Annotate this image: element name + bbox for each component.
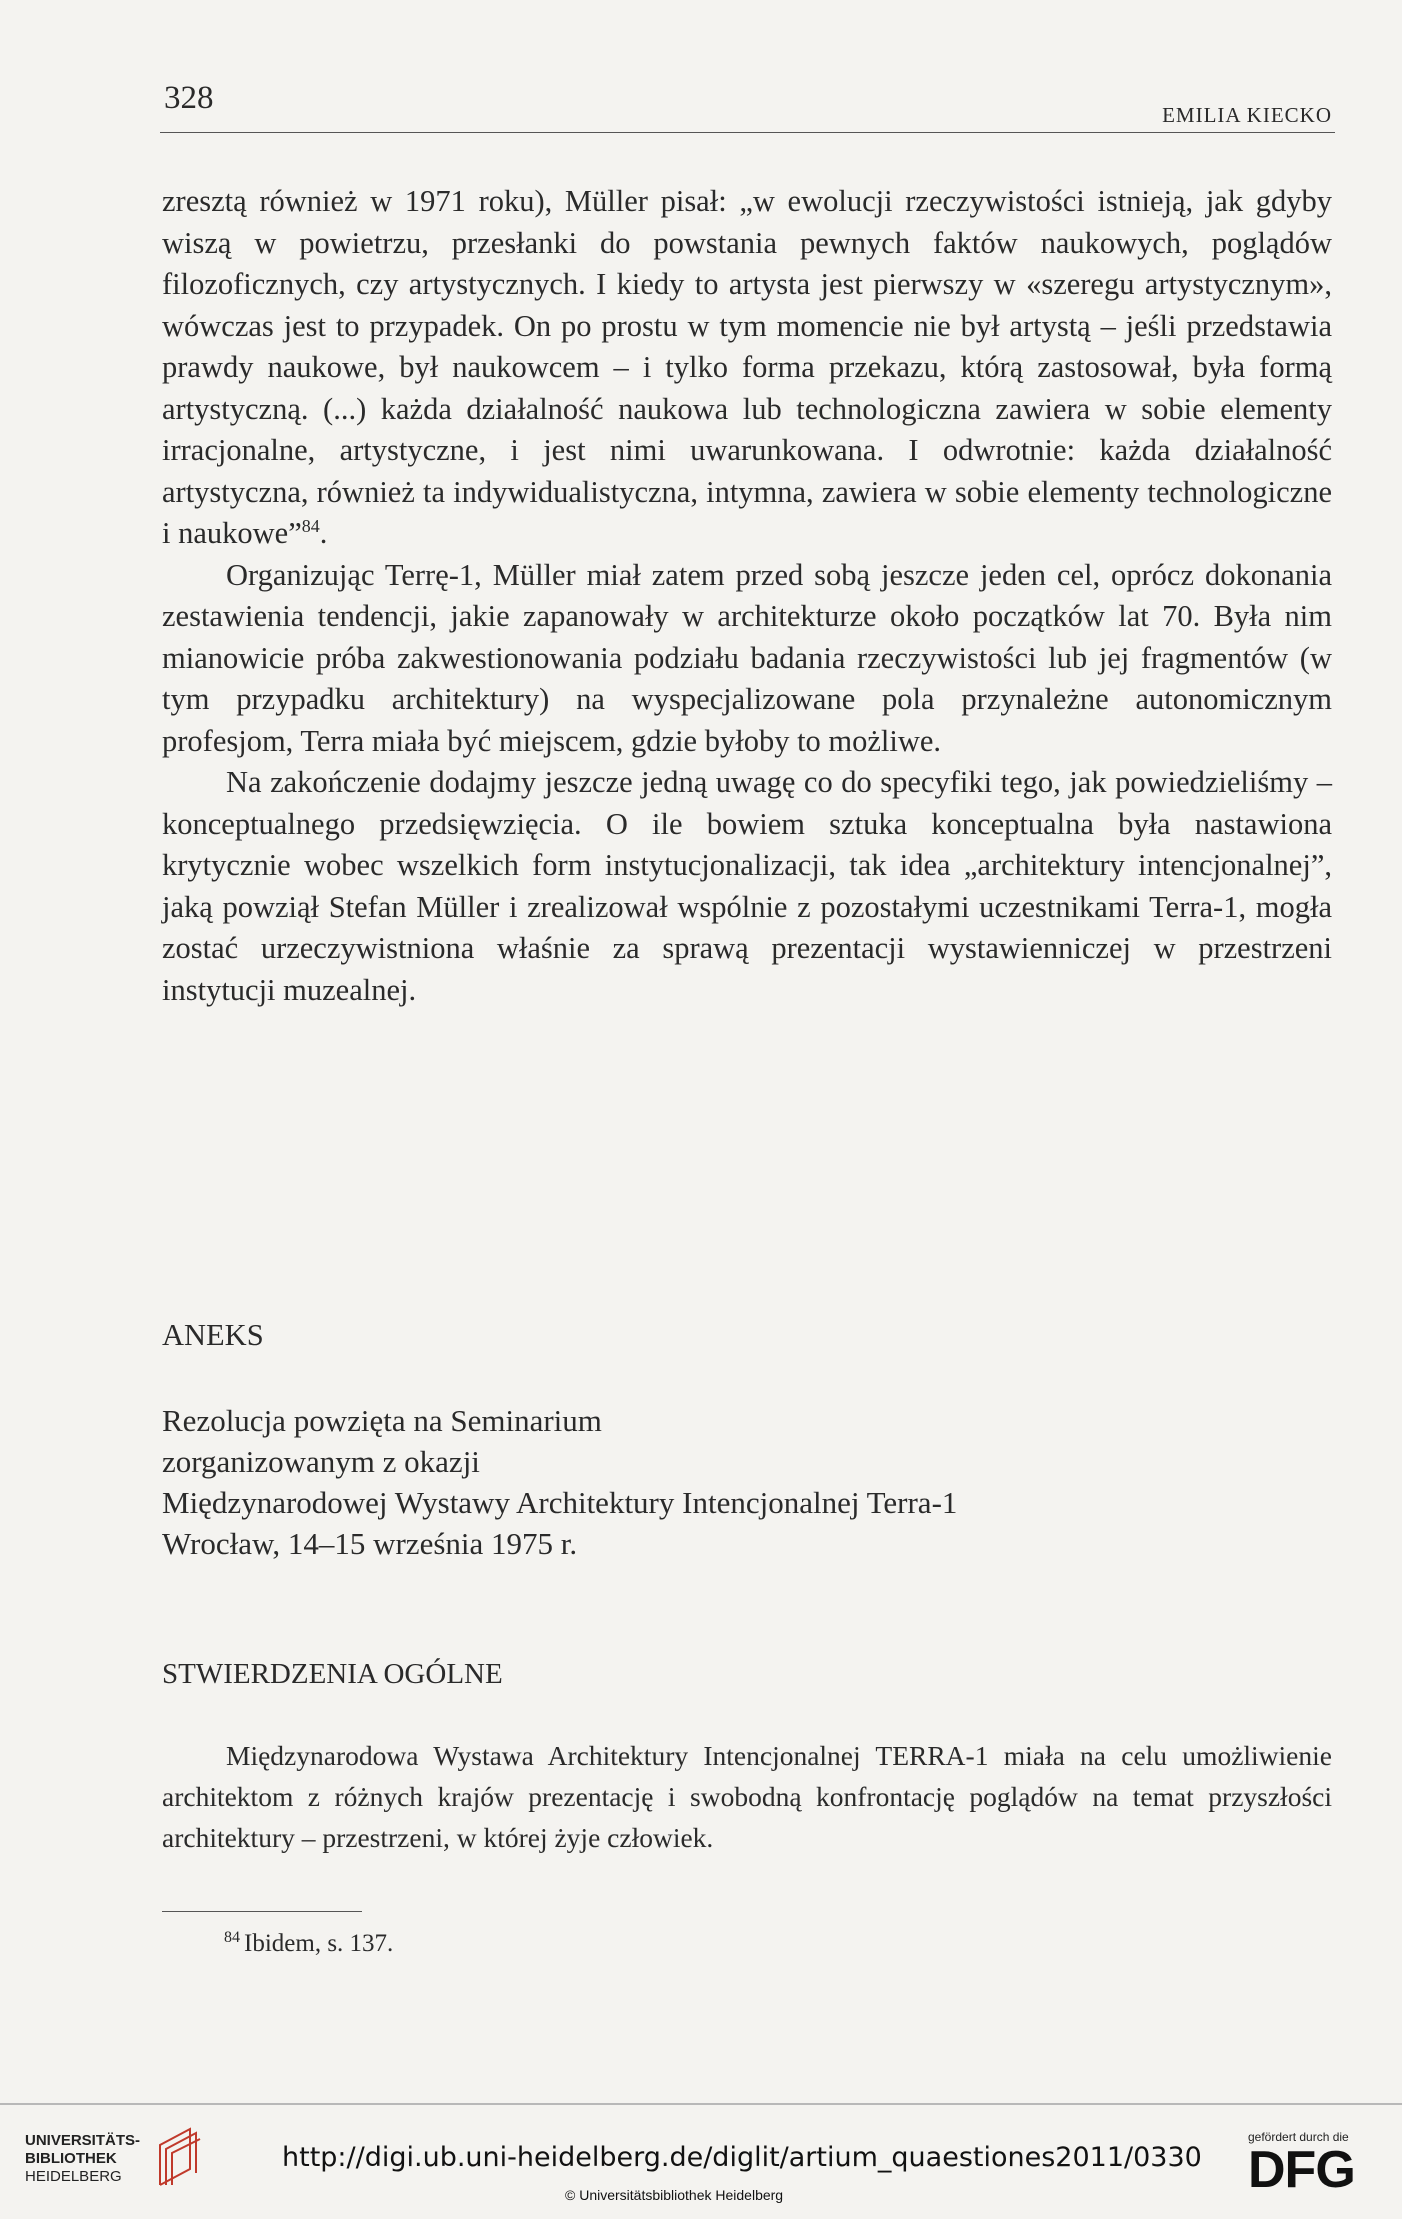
dfg-logo: DFG	[1248, 2141, 1355, 2199]
paragraph-2: Organizując Terrę-1, Müller miał zatem przed sobą jeszcze jeden cel, oprócz dokonania zestawienia tendencji, jakie zapanowały w architekturze około początków lat 70. Była nim mianowicie próba zakwestionowania podziału badania rzeczywistości lub jej fragmentów (w tym przypadku architektury) na wyspecjalizowane pola przynależne autonomicznym profesjom, Terra miała być miejscem, gdzie byłoby to możliwe.	[162, 557, 1332, 758]
header-rule	[160, 132, 1335, 133]
footnote-number: 84	[224, 1928, 240, 1946]
page-number: 328	[164, 80, 214, 116]
title-line: zorganizowanym z okazji	[162, 1444, 480, 1479]
footnote-ref[interactable]: 84	[301, 515, 320, 536]
annex-heading: ANEKS	[162, 1318, 264, 1352]
paragraph-3: Na zakończenie dodajmy jeszcze jedną uwagę co do specyfiki tego, jak powiedzieliśmy – konceptualnego przedsięwzięcia. O ile bowiem sztuka konceptualna była nastawiona krytycznie wobec wszelkich form instytucjonalizacji, tak idea „architektury intencjonalnej”, jaką powziął Stefan Müller i zrealizował wspólnie z pozostałymi uczestnikami Terra-1, mogła zostać urzeczywistniona właśnie za sprawą prezentacji wystawienniczej w przestrzeni instytucji muzealnej.	[162, 765, 1332, 1007]
title-line: Międzynarodowej Wystawy Architektury Intencjonalnej Terra-1	[162, 1485, 958, 1520]
body-text	[162, 181, 1332, 1011]
library-logo-text: UNIVERSITÄTS- BIBLIOTHEK HEIDELBERG	[25, 2132, 141, 2185]
section-text: Międzynarodowa Wystawa Architektury Intencjonalnej TERRA-1 miała na celu umożliwienie architektom z różnych krajów prezentację i swobodną konfrontację poglądów na temat przyszłości architektury – przestrzeni, w której żyje człowiek.	[162, 1740, 1332, 1853]
copyright: © Universitätsbibliothek Heidelberg	[565, 2187, 784, 2203]
permalink[interactable]: http://digi.ub.uni-heidelberg.de/diglit/artium_quaestiones2011/0330	[282, 2142, 1202, 2173]
footer-divider	[0, 2103, 1402, 2105]
section-heading: STWIERDZENIA OGÓLNE	[162, 1658, 503, 1690]
resolution-title	[162, 1400, 957, 1564]
funding-label: gefördert durch die	[1248, 2130, 1349, 2144]
footnote: $^{84}$ Ibidem, s. 137.	[224, 1928, 394, 1957]
title-line: Rezolucja powzięta na Seminarium	[162, 1403, 602, 1438]
footnote-rule	[162, 1911, 362, 1912]
title-line: Wrocław, 14–15 września 1975 r.	[162, 1526, 578, 1561]
paragraph-1: zresztą również w 1971 roku), Müller pisał: „w ewolucji rzeczywistości istnieją, jak gdyby wiszą w powietrzu, przesłanki do powstania pewnych faktów naukowych, poglądów filozoficznych, czy artystycznych. I kiedy to artysta jest pierwszy w «szeregu artystycznym», wówczas jest to przypadek. On po prostu w tym momencie nie był artystą – jeśli przedstawia prawdy naukowe, był naukowcem – i tylko forma przekazu, którą zastosował, była formą artystyczną. (...) każda działalność naukowa lub technologiczna zawiera w sobie elementy irracjonalne, artystyczne, i jest nimi uwarunkowana. I odwrotnie: każda działalność artystyczna, również ta indywidualistyczna, intymna, zawiera w sobie elementy technologiczne i naukowe”$^{84}$.	[162, 184, 1332, 550]
running-head-author: EMILIA KIECKO	[1162, 103, 1332, 127]
library-logo-icon	[150, 2125, 202, 2189]
